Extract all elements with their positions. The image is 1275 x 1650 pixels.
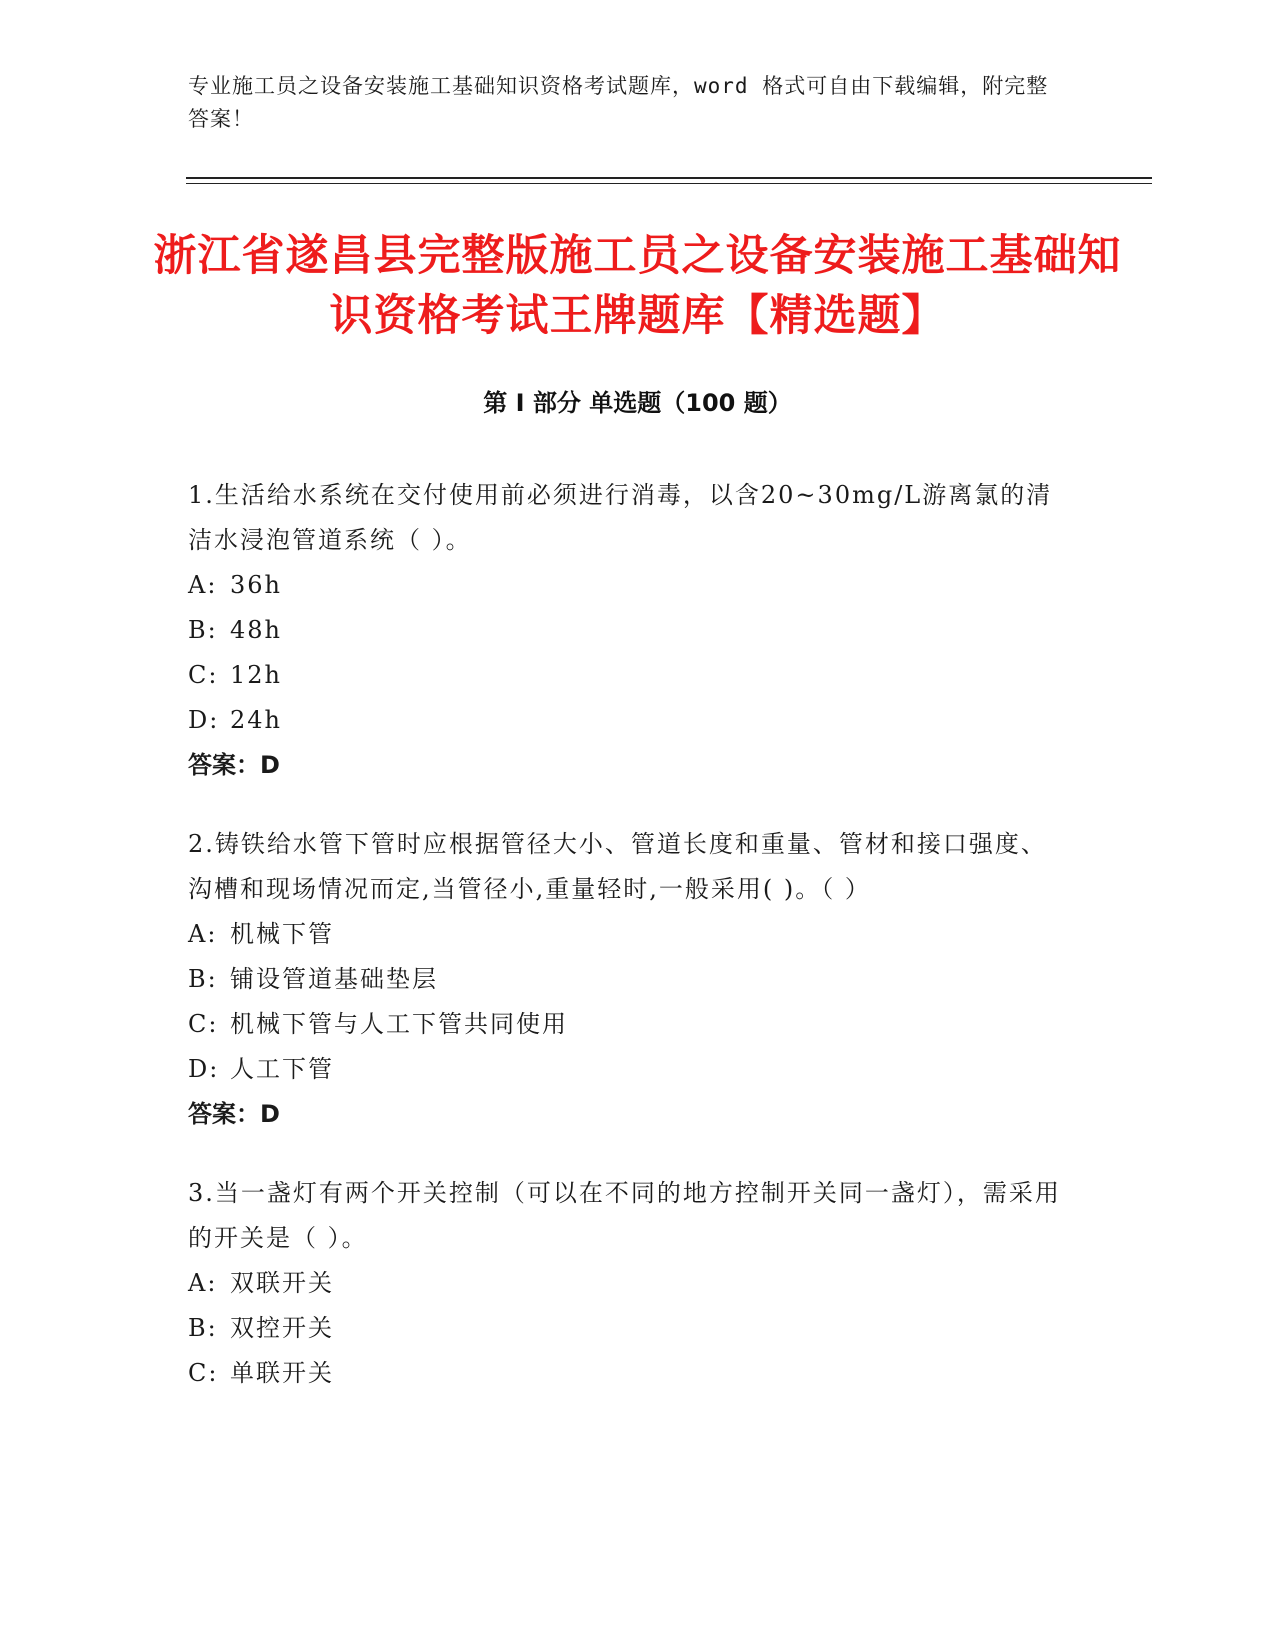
option-text: 机械下管与人工下管共同使用 bbox=[230, 1010, 568, 1038]
option-text: 双控开关 bbox=[230, 1314, 334, 1342]
question-stem: 3.当一盏灯有两个开关控制（可以在不同的地方控制开关同一盏灯），需采用的开关是（ ）。 bbox=[188, 1179, 1061, 1252]
option-letter: C: bbox=[188, 661, 219, 689]
option-letter: D: bbox=[188, 1055, 220, 1083]
option-b bbox=[188, 1306, 1068, 1351]
option-letter: C: bbox=[188, 1010, 219, 1038]
header-divider-thin bbox=[186, 183, 1152, 184]
option-text: 单联开关 bbox=[230, 1359, 334, 1387]
option-text: 48h bbox=[230, 616, 282, 644]
option-text: 铺设管道基础垫层 bbox=[230, 965, 438, 993]
option-c bbox=[188, 1002, 1068, 1047]
option-letter: B: bbox=[188, 1314, 218, 1342]
option-letter: A: bbox=[188, 920, 218, 948]
section-title: 第 I 部分 单选题（100 题） bbox=[483, 389, 792, 417]
option-d bbox=[188, 698, 1068, 743]
option-c bbox=[188, 653, 1068, 698]
option-text: 双联开关 bbox=[230, 1269, 334, 1297]
option-a bbox=[188, 1261, 1068, 1306]
option-letter: B: bbox=[188, 965, 218, 993]
option-letter: A: bbox=[188, 1269, 218, 1297]
answer-line: 答案：D bbox=[188, 751, 280, 779]
option-b bbox=[188, 608, 1068, 653]
question-2 bbox=[188, 822, 1068, 1137]
option-letter: C: bbox=[188, 1359, 219, 1387]
option-letter: B: bbox=[188, 616, 218, 644]
option-d bbox=[188, 1047, 1068, 1092]
question-list bbox=[188, 473, 1068, 1430]
question-3 bbox=[188, 1171, 1068, 1396]
option-text: 12h bbox=[230, 661, 282, 689]
header-divider-thick bbox=[186, 177, 1152, 179]
question-stem: 2.铸铁给水管下管时应根据管径大小、管道长度和重量、管材和接口强度、沟槽和现场情况而定,当管径小,重量轻时,一般采用( )。（ ） bbox=[188, 830, 1047, 903]
option-text: 机械下管 bbox=[230, 920, 334, 948]
answer-line: 答案：D bbox=[188, 1100, 280, 1128]
option-a bbox=[188, 912, 1068, 957]
document-title: 浙江省遂昌县完整版施工员之设备安装施工基础知识资格考试王牌题库【精选题】 bbox=[153, 231, 1122, 341]
option-text: 36h bbox=[230, 571, 282, 599]
option-letter: A: bbox=[188, 571, 218, 599]
option-a bbox=[188, 563, 1068, 608]
option-b bbox=[188, 957, 1068, 1002]
question-1 bbox=[188, 473, 1068, 788]
option-text: 24h bbox=[230, 706, 282, 734]
option-letter: D: bbox=[188, 706, 220, 734]
option-c bbox=[188, 1351, 1068, 1396]
header-note: 专业施工员之设备安装施工基础知识资格考试题库，word 格式可自由下载编辑，附完整答案！ bbox=[188, 74, 1049, 131]
question-stem: 1.生活给水系统在交付使用前必须进行消毒，以含20~30mg/L游离氯的清洁水浸泡管道系统（ ）。 bbox=[188, 481, 1053, 554]
option-text: 人工下管 bbox=[230, 1055, 334, 1083]
